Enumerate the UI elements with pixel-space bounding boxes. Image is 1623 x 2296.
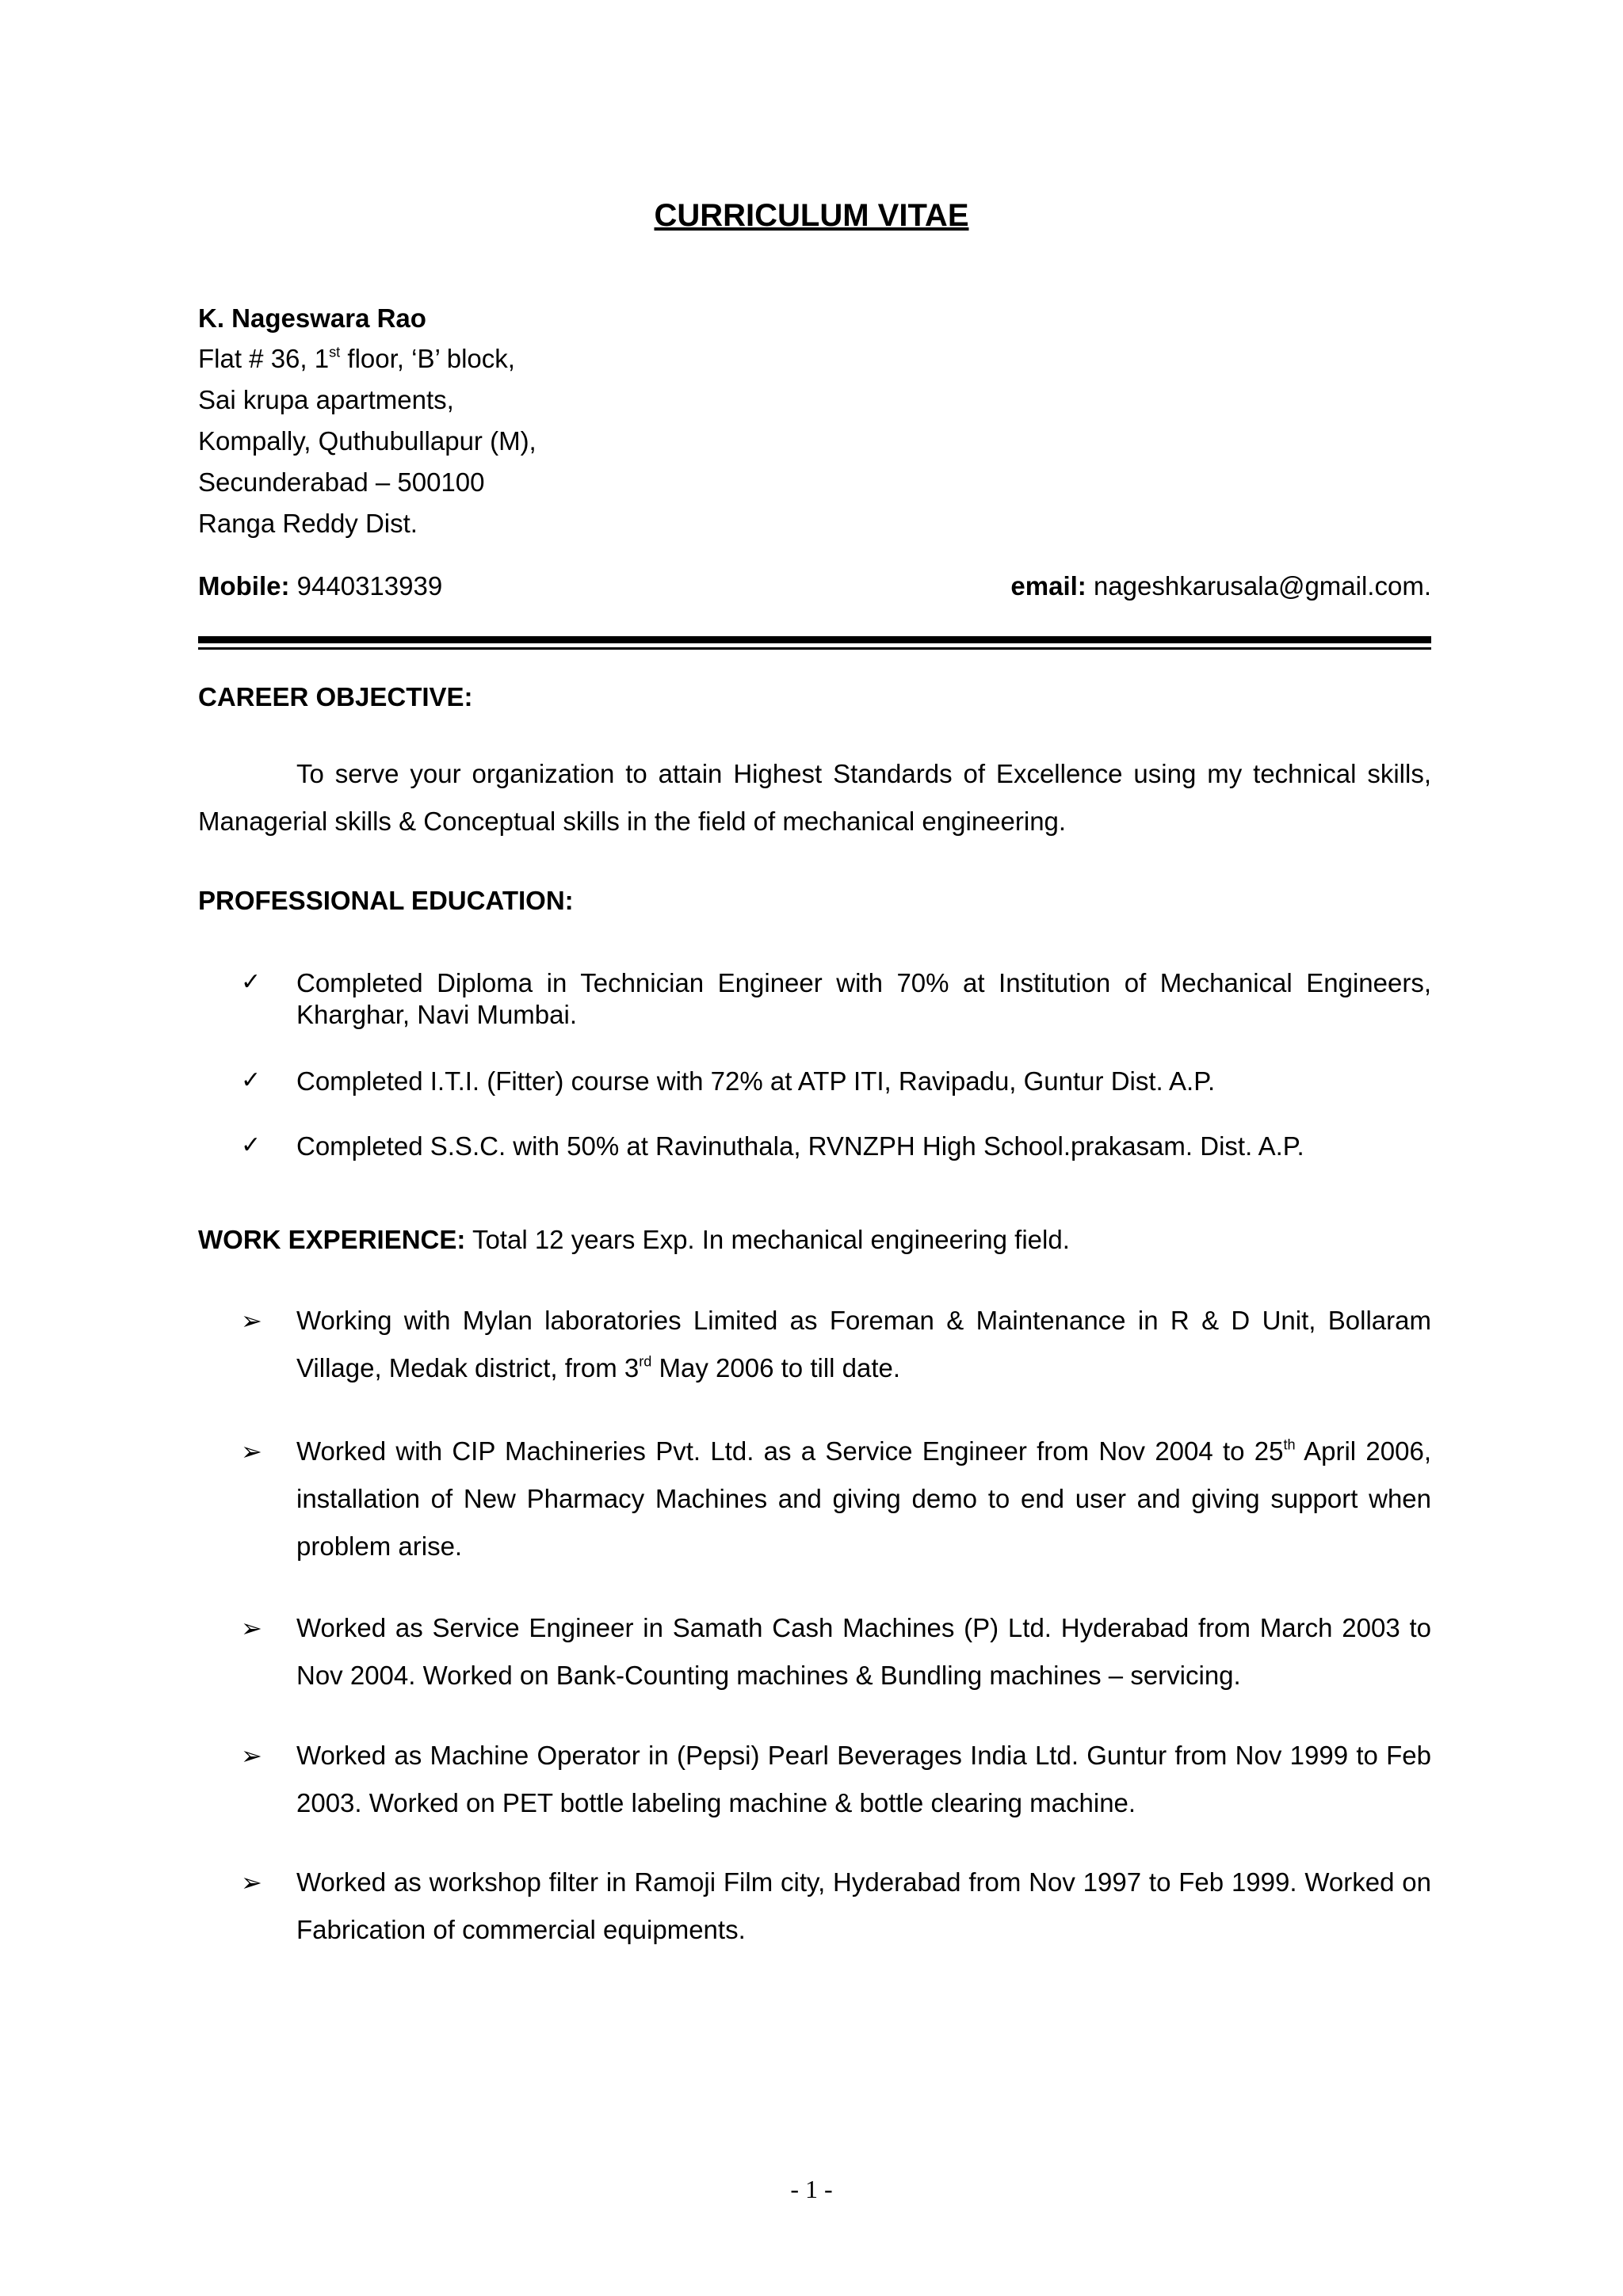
experience-item-5: Worked as workshop filter in Ramoji Film city, Hyderabad from Nov 1997 to Feb 1999. Worked on Fabrication of commercial equipments. <box>296 1867 1431 1944</box>
experience-item-1 <box>296 1297 1431 1392</box>
education-heading: PROFESSIONAL EDUCATION: <box>198 886 574 915</box>
career-objective-text: To serve your organization to attain Highest Standards of Excellence using my technical skills, Managerial skills & Conceptual skills in the field of mechanical engineering. <box>198 759 1431 836</box>
experience-item-1-sup: rd <box>639 1353 652 1370</box>
experience-item-1-tail: May 2006 to till date. <box>651 1353 901 1383</box>
work-experience-heading: WORK EXPERIENCE: <box>198 1225 466 1254</box>
arrowhead-bullet-icon: ➢ <box>241 1613 262 1643</box>
address-line-1 <box>198 343 515 375</box>
arrowhead-bullet-icon: ➢ <box>241 1867 262 1897</box>
header-thick-rule <box>198 636 1431 643</box>
career-objective-heading: CAREER OBJECTIVE: <box>198 682 473 711</box>
work-experience-summary: Total 12 years Exp. In mechanical engineering field. <box>465 1225 1070 1254</box>
experience-item-2-tail: April 2006, installation of New Pharmacy Machines and giving demo to end user and giving support when problem arise. <box>296 1436 1431 1561</box>
address-line-1-suffix: floor, ‘B’ block, <box>340 344 515 373</box>
email-line <box>1010 570 1431 602</box>
mobile-label: Mobile: <box>198 571 290 601</box>
experience-item-4: Worked as Machine Operator in (Pepsi) Pearl Beverages India Ltd. Guntur from Nov 1999 to Feb 2003. Worked on PET bottle labeling machine & bottle clearing machine. <box>296 1741 1431 1817</box>
header-thin-rule <box>198 647 1431 650</box>
address-line-2: Sai krupa apartments, <box>198 385 454 414</box>
experience-item-2-text: Worked with CIP Machineries Pvt. Ltd. as a Service Engineer from Nov 2004 to 25 <box>296 1436 1284 1466</box>
experience-item-2-sup: th <box>1283 1436 1296 1453</box>
address-line-5: Ranga Reddy Dist. <box>198 509 418 538</box>
mobile-line <box>198 570 442 602</box>
arrowhead-bullet-icon: ➢ <box>241 1306 262 1336</box>
work-experience-line <box>198 1224 1070 1256</box>
address-line-4: Secunderabad – 500100 <box>198 467 485 497</box>
check-icon: ✓ <box>241 968 262 996</box>
mobile-value: 9440313939 <box>289 571 443 601</box>
education-item-3: Completed S.S.C. with 50% at Ravinuthala, RVNZPH High School.prakasam. Dist. A.P. <box>296 1131 1304 1161</box>
education-item-1: Completed Diploma in Technician Engineer with 70% at Institution of Mechanical Engineers, Kharghar, Navi Mumbai. <box>296 968 1431 1029</box>
address-line-1-prefix: Flat # 36, 1 <box>198 344 330 373</box>
check-icon: ✓ <box>241 1066 262 1094</box>
education-item-2: Completed I.T.I. (Fitter) course with 72% at ATP ITI, Ravipadu, Guntur Dist. A.P. <box>296 1066 1216 1096</box>
arrowhead-bullet-icon: ➢ <box>241 1741 262 1771</box>
address-line-1-sup: st <box>329 344 341 360</box>
email-value: nageshkarusala@gmail.com. <box>1086 571 1431 601</box>
check-icon: ✓ <box>241 1131 262 1159</box>
page-number: - 1 - <box>790 2175 833 2203</box>
experience-item-3: Worked as Service Engineer in Samath Cash Machines (P) Ltd. Hyderabad from March 2003 to Nov 2004. Worked on Bank-Counting machines & Bundling machines – servicing. <box>296 1613 1431 1690</box>
address-line-3: Kompally, Quthubullapur (M), <box>198 426 537 456</box>
email-label: email: <box>1010 571 1086 601</box>
candidate-name: K. Nageswara Rao <box>198 303 426 333</box>
experience-item-1-text: Working with Mylan laboratories Limited as Foreman & Maintenance in R & D Unit, Bollaram Village, Medak district, from 3 <box>296 1306 1431 1383</box>
experience-item-2 <box>296 1428 1431 1570</box>
document-title: CURRICULUM VITAE <box>654 198 969 233</box>
arrowhead-bullet-icon: ➢ <box>241 1436 262 1466</box>
